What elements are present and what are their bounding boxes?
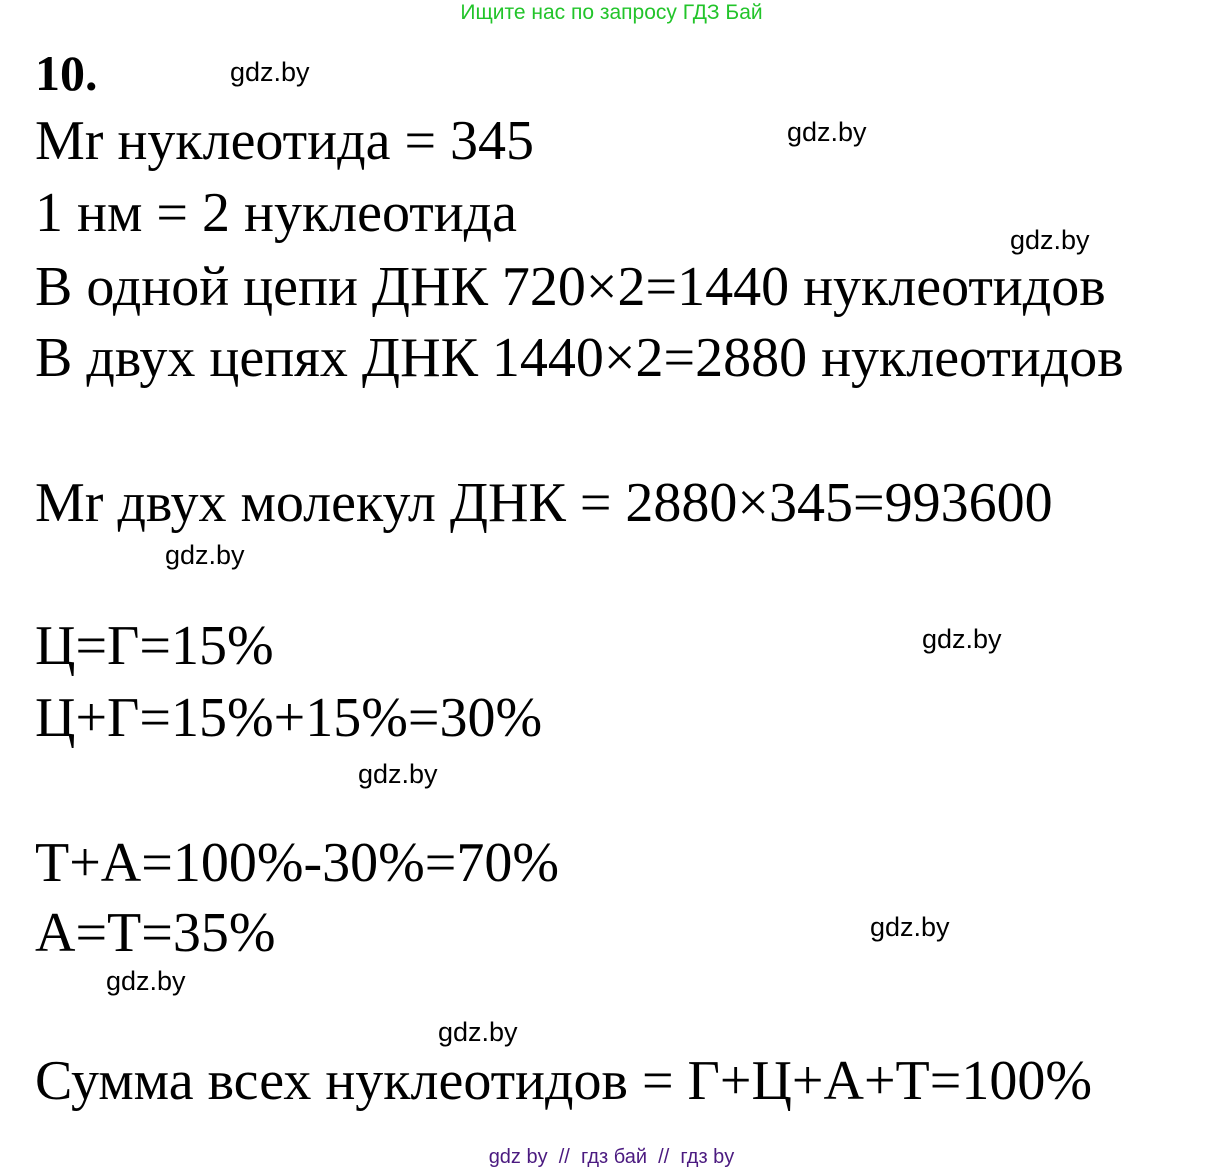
search-banner: Ищите нас по запросу ГДЗ Бай xyxy=(460,1,763,24)
watermark: gdz.by xyxy=(230,57,310,87)
solution-line-6: Ц=Г=15% xyxy=(35,615,274,677)
solution-line-4: В двух цепях ДНК 1440×2=2880 нуклеотидов xyxy=(35,327,1124,389)
watermark: gdz.by xyxy=(438,1017,518,1047)
solution-line-2: 1 нм = 2 нуклеотида xyxy=(35,182,518,244)
solution-line-1: Mr нуклеотида = 345 xyxy=(35,110,535,172)
watermark: gdz.by xyxy=(106,966,186,996)
watermark: gdz.by xyxy=(787,117,867,147)
watermark: gdz.by xyxy=(358,759,438,789)
task-number: 10. xyxy=(35,45,98,101)
solution-line-10: Сумма всех нуклеотидов = Г+Ц+А+Т=100% xyxy=(35,1050,1092,1112)
watermark: gdz.by xyxy=(922,624,1002,654)
solution-line-8: Т+А=100%-30%=70% xyxy=(35,832,559,894)
watermark: gdz.by xyxy=(1010,225,1090,255)
solution-line-3: В одной цепи ДНК 720×2=1440 нуклеотидов xyxy=(35,256,1106,318)
solution-line-9: А=Т=35% xyxy=(35,902,276,964)
solution-line-7: Ц+Г=15%+15%=30% xyxy=(35,687,543,749)
watermark: gdz.by xyxy=(165,540,245,570)
watermark: gdz.by xyxy=(870,912,950,942)
solution-line-5: Mr двух молекул ДНК = 2880×345=993600 xyxy=(35,472,1053,534)
footer-links: gdz by // гдз бай // гдз by xyxy=(488,1146,735,1168)
